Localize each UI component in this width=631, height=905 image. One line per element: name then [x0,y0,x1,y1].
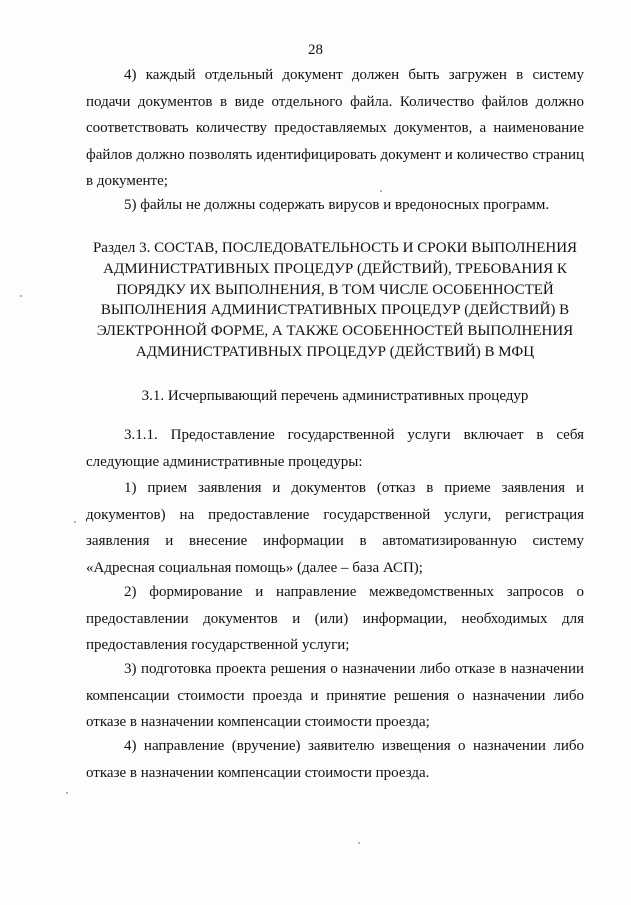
list-item-procedure-3: 3) подготовка проекта решения о назначении либо отказе в назначении компенсации стоимости проезда и принятие решения о назначении либо отказе в назначении компенсации стоимости проезда; [86,661,584,730]
paragraph-item-4: 4) каждый отдельный документ должен быть загружен в систему подачи документов в виде отдельного файла. Количество файлов должно соответствовать количеству предоставляемых документов, а наименование файлов должно позволять идентифицировать документ и количество страниц в документе; [86,67,584,189]
scan-speck [74,521,76,523]
paragraph-3-1-1: 3.1.1. Предоставление государственной услуги включает в себя следующие административные процедуры: [86,427,584,470]
list-item-procedure-4: 4) направление (вручение) заявителю извещения о назначении либо отказе в назначении компенсации стоимости проезда. [86,738,584,781]
list-item-procedure-1: 1) прием заявления и документов (отказ в приеме заявления и документов) на предоставление государственной услуги, регистрация заявления и внесение информации в автоматизированную систему «Адресная социальная помощь» (далее – база АСП); [86,480,584,576]
subsection-heading: 3.1. Исчерпывающий перечень административных процедур [141,388,529,404]
paragraph-item-5: 5) файлы не должны содержать вирусов и вредоносных программ. [124,197,550,213]
scan-speck [380,190,382,192]
scan-speck [358,842,360,844]
section-heading: Раздел 3. СОСТАВ, ПОСЛЕДОВАТЕЛЬНОСТЬ И СРОКИ ВЫПОЛНЕНИЯ АДМИНИСТРАТИВНЫХ ПРОЦЕДУР (ДЕЙСТВИЙ), ТРЕБОВАНИЯ К ПОРЯДКУ ИХ ВЫПОЛНЕНИЯ, В ТОМ ЧИСЛЕ ОСОБЕННОСТЕЙ ВЫПОЛНЕНИЯ АДМИНИСТРАТИВНЫХ ПРОЦЕДУР (ДЕЙСТВИЙ) В ЭЛЕКТРОННОЙ ФОРМЕ, А ТАКЖЕ ОСОБЕННОСТЕЙ ВЫПОЛНЕНИЯ АДМИНИСТРАТИВНЫХ ПРОЦЕДУР (ДЕЙСТВИЙ) В МФЦ [92,240,578,360]
scan-speck [20,295,22,297]
page-number: 28 [308,42,323,58]
list-item-procedure-2: 2) формирование и направление межведомственных запросов о предоставлении документов и (или) информации, необходимых для предоставления государственной услуги; [86,584,584,653]
scan-speck [66,792,68,794]
